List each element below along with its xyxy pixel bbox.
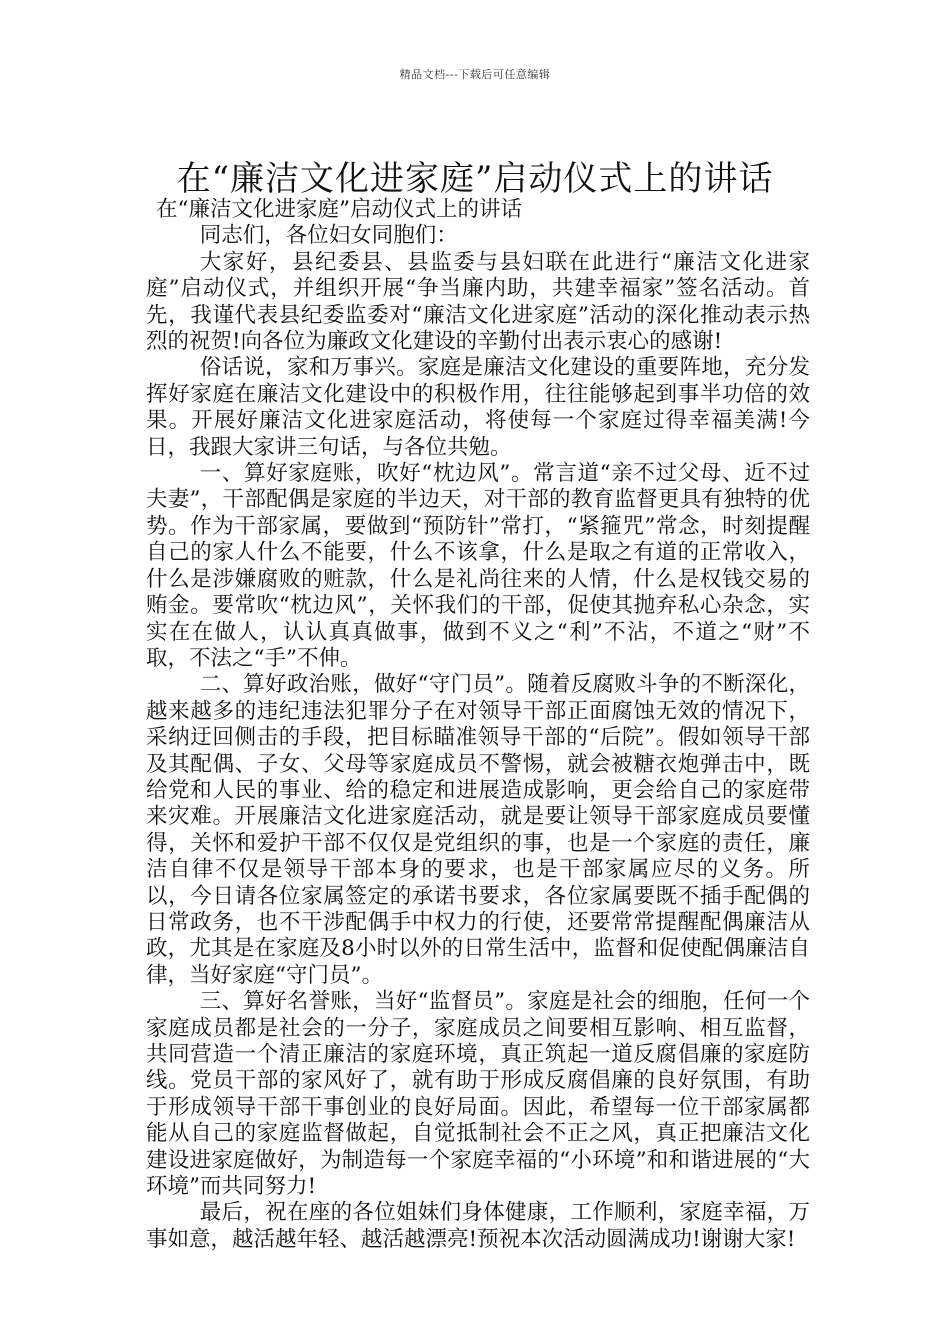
document-title: 在“廉洁文化进家庭”启动仪式上的讲话 [176,158,774,199]
closing-paragraph: 最后，祝在座的各位姐妹们身体健康，工作顺利，家庭幸福，万事如意，越活越年轻、越活越漂亮!预祝本次活动圆满成功!谢谢大家! [146,1200,810,1252]
point-one-paragraph: 一、算好家庭账，吹好“枕边风”。常言道“亲不过父母、近不过夫妻”，干部配偶是家庭的半边天，对干部的教育监督更具有独特的优势。作为干部家属，要做到“预防针”常打，“紧箍咒”常念，时刻提醒自己的家人什么不能要，什么不该拿，什么是取之有道的正常收入，什么是涉嫌腐败的赃款，什么是礼尚往来的人情，什么是权钱交易的贿金。要常吹“枕边风”，关怀我们的干部，促使其抛弃私心杂念，实实在在做人，认认真真做事，做到不义之“利”不沾，不道之“财”不取，不法之“手”不伸。 [146,461,810,671]
introduction-paragraph: 俗话说，家和万事兴。家庭是廉洁文化建设的重要阵地，充分发挥好家庭在廉洁文化建设中的积极作用，往往能够起到事半功倍的效果。开展好廉洁文化进家庭活动，将使每一个家庭过得幸福美满!今日，我跟大家讲三句话，与各位共勉。 [146,355,810,460]
document-subtitle: 在“廉洁文化进家庭”启动仪式上的讲话 [156,197,522,222]
point-three-paragraph: 三、算好名誉账，当好“监督员”。家庭是社会的细胞，任何一个家庭成员都是社会的一分子，家庭成员之间要相互影响、相互监督，共同营造一个清正廉洁的家庭环境，真正筑起一道反腐倡廉的家庭防线。党员干部的家风好了，就有助于形成反腐倡廉的良好氛围，有助于形成领导干部干事创业的良好局面。因此，希望每一位干部家属都能从自己的家庭监督做起，自觉抵制社会不正之风，真正把廉洁文化建设进家庭做好，为制造每一个家庭幸福的“小环境”和和谐进展的“大环境”而共同努力! [146,989,810,1200]
document-body [146,197,810,1253]
point-two-paragraph: 二、算好政治账，做好“守门员”。随着反腐败斗争的不断深化，越来越多的违纪违法犯罪分子在对领导干部正面腐蚀无效的情况下，采纳迂回侧击的手段，把目标瞄准领导干部的“后院”。假如领导干部及其配偶、子女、父母等家庭成员不警惕，就会被糖衣炮弹击中，既给党和人民的事业、给的稳定和进展造成影响，更会给自己的家庭带来灾难。开展廉洁文化进家庭活动，就是要让领导干部家庭成员要懂得，关怀和爱护干部不仅仅是党组织的事，也是一个家庭的责任，廉洁自律不仅是领导干部本身的要求，也是干部家属应尽的义务。所以，今日请各位家属签定的承诺书要求，各位家属要既不插手配偶的日常政务，也不干涉配偶手中权力的行使，还要常常提醒配偶廉洁从政，尤其是在家庭及8小时以外的日常生活中，监督和促使配偶廉洁自律，当好家庭“守门员”。 [146,672,810,988]
salutation-paragraph: 同志们，各位妇女同胞们： [199,223,458,249]
page-header-note: 精品文档---下载后可任意编辑 [399,68,551,81]
opening-paragraph: 大家好，县纪委县、县监委与县妇联在此进行“廉洁文化进家庭”启动仪式，并组织开展“争当廉内助，共建幸福家”签名活动。首先，我谨代表县纪委监委对“廉洁文化进家庭”活动的深化推动表示热烈的祝贺!向各位为廉政文化建设的辛勤付出表示衷心的感谢! [146,249,810,355]
